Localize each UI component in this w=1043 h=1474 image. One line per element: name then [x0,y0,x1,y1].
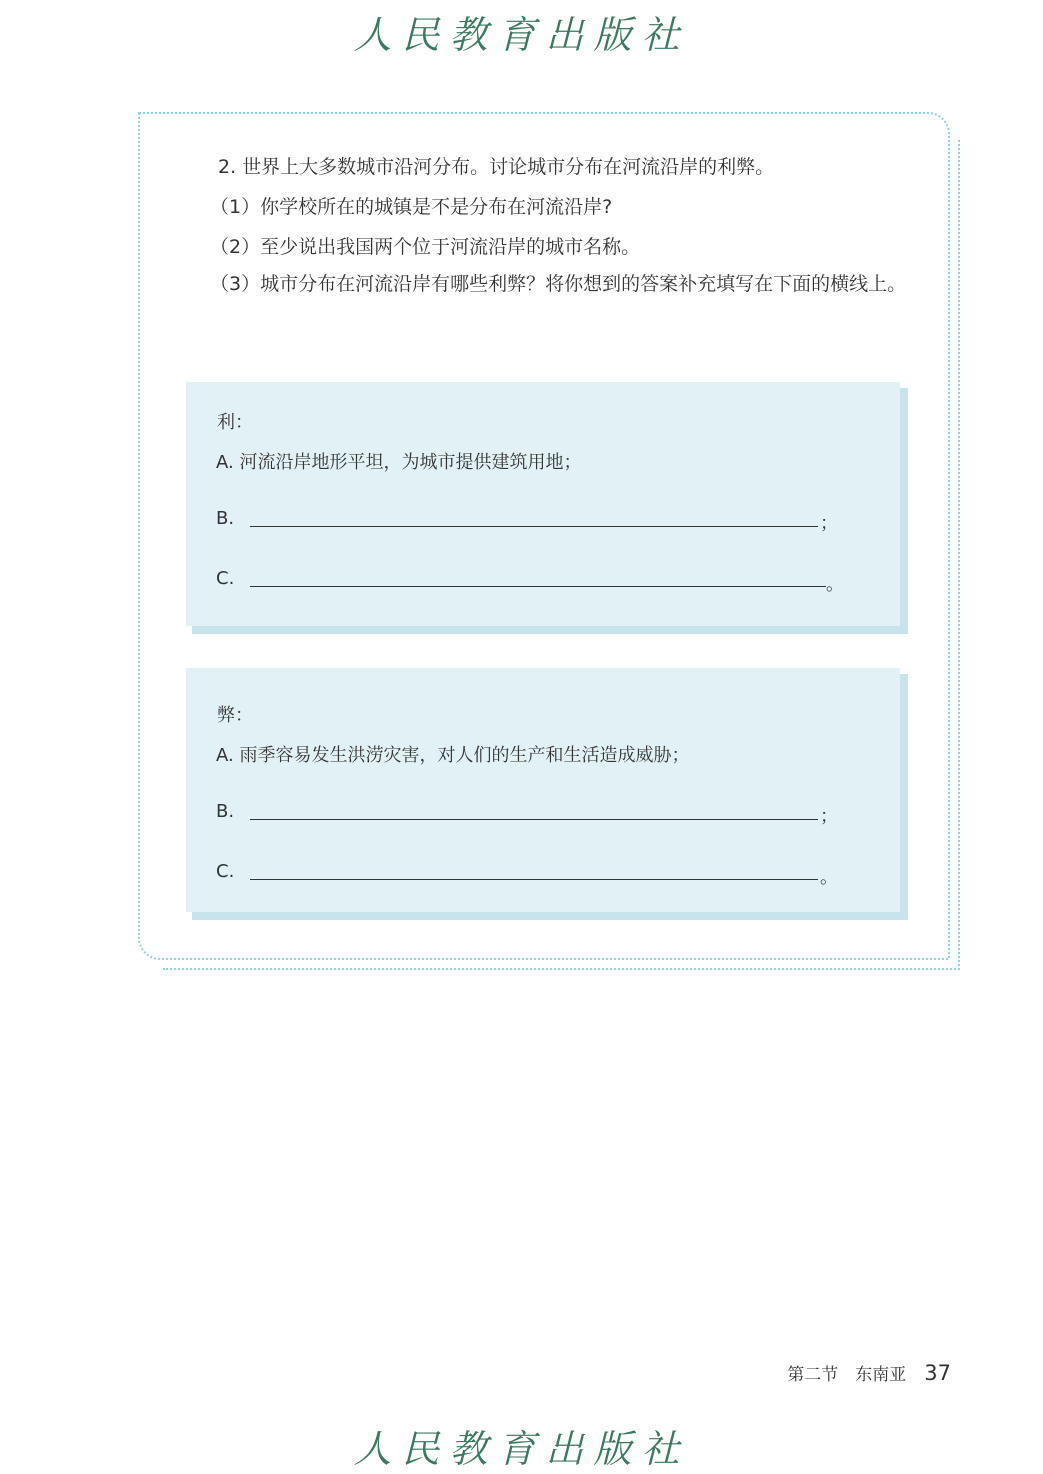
activity-frame [138,112,950,960]
pros-b-label: B. [216,508,235,529]
cons-b-end: ； [820,806,838,827]
cons-a-text: 雨季容易发生洪涝灾害，对人们的生产和生活造成威胁； [239,745,690,766]
question-sub-2: （2）至少说出我国两个位于河流沿岸的城市名称。 [210,236,641,258]
cons-heading: 弊： [217,705,253,726]
cons-b-blank[interactable] [250,819,818,820]
question-intro: 2. 世界上大多数城市沿河分布。讨论城市分布在河流沿岸的利弊。 [218,156,775,178]
section-title: 第二节 东南亚 [787,1365,907,1385]
pros-a-label: A. [216,452,234,473]
publisher-watermark-top: 人民教育出版社 [353,13,690,57]
question-sub-3: （3）城市分布在河流沿岸有哪些利弊？将你想到的答案补充填写在下面的横线上。 [210,273,907,295]
pros-c-end: 。 [826,574,844,595]
cons-c-blank[interactable] [250,879,818,880]
pros-heading: 利： [217,412,253,433]
cons-c-end: 。 [820,867,838,888]
page-number: 37 [924,1361,951,1385]
cons-b-label: B. [216,801,235,822]
cons-item-a [216,741,689,767]
question-sub-1: （1）你学校所在的城镇是不是分布在河流沿岸? [210,196,613,218]
cons-a-label: A. [216,745,234,766]
pros-c-label: C. [216,568,235,589]
pros-a-text: 河流沿岸地形平坦，为城市提供建筑用地； [239,452,582,473]
pros-item-a [216,448,581,474]
page-footer [787,1360,951,1385]
pros-c-blank[interactable] [250,586,826,587]
publisher-watermark-bottom: 人民教育出版社 [353,1427,690,1471]
pros-b-blank[interactable] [250,526,818,527]
pros-box [186,382,900,626]
cons-c-label: C. [216,861,235,882]
cons-box [186,668,900,912]
pros-b-end: ； [820,513,838,534]
